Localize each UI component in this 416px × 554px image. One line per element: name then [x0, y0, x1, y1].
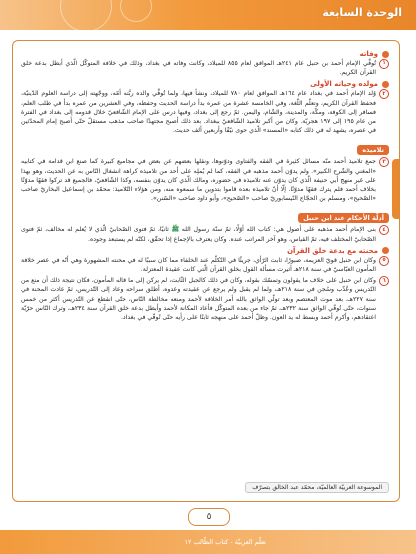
- section-title: أدلّة الأحكام عند ابن حنبل: [298, 213, 389, 223]
- paragraph: [21, 59, 389, 77]
- paragraph: [21, 276, 389, 322]
- paragraph-text-part: بنى الإمام أحمد مذهبه على أصول هي: كتاب الله أوّلًا، ثمّ سنّة رسول الله: [179, 226, 377, 234]
- decorative-circle: [60, 0, 112, 32]
- page-number: ٥: [188, 508, 230, 526]
- section-death-heading: [21, 50, 389, 58]
- number-badge-icon: ٢: [379, 89, 389, 99]
- paragraph-text: وُلد الإمام أحمد في بغداد عام ١٦٤هـ الموافق لعام ٧٨٠ للميلاد، ونشأ فيها، ولما تُوفِّي والده ربَّته أمّه، ووجّهته إلى دراسة العلوم الدّينيّة، فحفظ القرآن الكريم، وتعلّم اللّغة، وفي الخامسة عشرة من عمره بدأ دراسة الحديث وحفظه، وفي العشرين من عمره بدأ في طلب العلم، فسافر إلى الكوفة، ومكّة، والمدينة، والشّام، واليمن. ثمّ رجع إلى بغداد، وفيها درس على الإمام الشّافعيّ خلال قدومه إلى بغداد في الفترة من عام ١٩٥ إلى ١٩٧ هجريّة. وكان من أكبر تلاميذ الشّافعيّ ببغداد. بعد ذلك أصبح مجتهدًا صاحب مذهب مستقلّ حتّى أصبح إمام المحدّثين في عصره، يشهد له في ذلك كتابه «المسند» الّذي حوى نيّفًا وأربعين ألف حديث.: [21, 90, 376, 135]
- number-badge-icon: ٣: [379, 157, 389, 167]
- paragraph: [21, 225, 389, 243]
- section-students-heading: [21, 137, 389, 157]
- section-title: وفاته: [359, 50, 378, 58]
- source-reference: الموسوعة العربيّة العالميّة، محمّد عبد الخالق بتصرّف: [245, 482, 389, 493]
- paragraph-text: جمع تلاميذ أحمد منّه مسائل كثيرة في الفقه والفتاوى ودوّنوها، ونقلها بعضهم عن بعض في مجاميع كبيرة كما صنع ابن قدامة في كتابيه «المغني والشّرح الكبير». ولم يدوّن أحمد مذهبه في الفقه، كما لم يُملِه على أحد من تلاميذه كراهة انشغال النّاس به عن الحديث، وهو بهذا على غير منهج أبي حنيفة الّذي كان يدوّن عنه تلاميذه في حضوره، ومالك الّذي كان يدوّن بنفسه، وكذا الشّافعيّ، فالجميع قد تركوا فقهًا مدوّنًا بخلاف أحمد فلم يترك فقهًا مدوّنًا. إلّا أنّ تلاميذه بعده قاموا بتدوين ما سمعوه منه، ومن هؤلاء التّلاميذ: محمّد بن إسماعيل البخاريّ صاحب «الصّحيح»، ومسلم بن الحجّاج النّيسابوريّ صاحب «الصّحيح»، وأبو داود صاحب «السّنن».: [21, 158, 376, 203]
- number-badge-icon: ٤: [379, 225, 389, 235]
- pbuh-glyph: ﷺ: [171, 226, 180, 234]
- bullet-icon: [382, 51, 389, 58]
- section-birth-heading: [21, 80, 389, 88]
- paragraph-text: تُوفِّي الإمام أحمد بن حنبل عام ٢٤١هـ الموافق لعام ٨٥٥ للميلاد، وكانت وفاته في بغداد، وذلك في خلافة المتوكّل الّذي أبطل بدعة خلق القرآن الكريم.: [21, 60, 376, 77]
- footer-band: [0, 530, 416, 554]
- number-badge-icon: ١: [379, 59, 389, 69]
- content-box: [12, 40, 400, 502]
- number-badge-icon: ٦: [379, 276, 389, 286]
- section-title: محنته مع بدعة خلق القرآن: [287, 246, 378, 255]
- paragraph: [21, 89, 389, 135]
- section-sources-heading: [21, 205, 389, 225]
- paragraph-text: وكان ابن حنبل قويّ العزيمة، صبورًا، ثابت الرّأي، جريئًا في التّكلّم عند الخلفاء مما كان سببًا له في محنته المشهورة وهي أنّه في عصر خلافة المأمون العبّاسيّ في سنة ٢١٨هـ أثيرت مسألة القول بخلق القرآن الّتي كانت عقيدة المعتزلة.: [21, 256, 376, 274]
- decorative-circle: [120, 0, 152, 22]
- section-title: مولده وحياته الأولى: [310, 80, 378, 89]
- paragraph-text-part: ثانيًا، ثمّ فتوى الصّحابيّ الّذي لا يُعلم له مخالف، ثمّ فتوى الصّحابيّ المختلف فيه، ثمّ القياس، وهو آخر المراتب عنده. وكان يعترف بالإجماع إذا تحقّق، لكنّه لم يستبعد وجوده.: [21, 226, 376, 243]
- number-badge-icon: ٥: [379, 256, 389, 266]
- section-title: تلاميذه: [357, 145, 389, 155]
- header-band: [0, 0, 416, 30]
- footer-book-title: تعلّم العربيّة - كتاب الطّالب ١٢: [184, 538, 266, 546]
- sections: [21, 47, 389, 324]
- paragraph: [21, 256, 389, 274]
- paragraph: [21, 157, 389, 203]
- bullet-icon: [382, 247, 389, 254]
- paragraph-text: وكان ابن حنبل على خلاف ما يقولون وتمسّك بقوله، وكان في ذلك كالجبل الثّابت، لم يركن إلى ما قاله المأمون، فكان نتيجة ذلك أن منع من التّدريس وعُذّب وسُجن في سنة ٢١٨هـ، ولما لم يقبل ولم يرجع عن عقيدته وعدوه، أطلق سراحه وعاد إلى التّدريس، ثمّ عادت المحنة في سنة ٢٢٧هـ، بعد موت المعتصم وبعد تولّي الواثق بالله أمر الخلافة لأحمد ومنعه مخالطة النّاس، حتّى انقطع عن التّدريس أكثر من خمس سنوات، حتّى تُوفّي الواثق سنة ٢٣٢هـ، ثمّ جاء من بعده المتوكّل فأعاد المكانة لأحمد وأبطل بدعة خلق القرآن سنة ٢٣٤هـ، وترك النّاس حرّيّة اعتقادهم، وأكرم أحمد وبسط له يد العون. وظلّ أحمد على منهجه ثابتًا على رأيه حتّى تُوفّي في بغداد.: [21, 277, 377, 322]
- paragraph-text: [21, 225, 376, 243]
- bullet-icon: [382, 81, 389, 88]
- unit-title: الوحدة السابعة: [322, 6, 402, 19]
- side-tab: [392, 159, 400, 219]
- section-ordeal-heading: [21, 247, 389, 255]
